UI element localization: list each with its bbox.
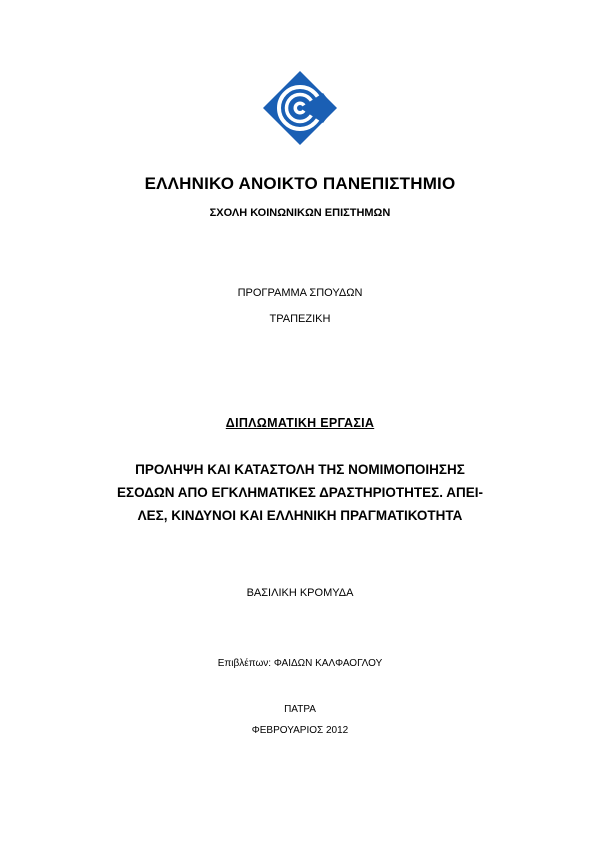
thesis-title-line: ΛΕΣ, ΚΙΝΔΥΝΟΙ ΚΑΙ ΕΛΛΗΝΙΚΗ ΠΡΑΓΜΑΤΙΚΟΤΗΤΑ — [137, 508, 463, 523]
school-name: ΣΧΟΛΗ ΚΟΙΝΩΝΙΚΩΝ ΕΠΙΣΤΗΜΩΝ — [209, 207, 391, 219]
supervisor: Επιβλέπων: ΦΑΙΔΩΝ ΚΑΛΦΑΟΓΛΟΥ — [217, 658, 383, 669]
thesis-title — [60, 458, 540, 527]
programme-name: ΤΡΑΠΕΖΙΚΗ — [269, 313, 331, 325]
thesis-title-line: ΠΡΟΛΗΨΗ ΚΑΙ ΚΑΤΑΣΤΟΛΗ ΤΗΣ ΝΟΜΙΜΟΠΟΙΗΣΗΣ — [135, 462, 465, 477]
programme-label: ΠΡΟΓΡΑΜΜΑ ΣΠΟΥΔΩΝ — [237, 287, 363, 299]
eap-university-logo-icon — [263, 71, 337, 145]
thesis-title-line: ΕΣΟΔΩΝ ΑΠΟ ΕΓΚΛΗΜΑΤΙΚΕΣ ΔΡΑΣΤΗΡΙΟΤΗΤΕΣ. ΑΠΕΙ- — [116, 485, 484, 500]
author-name: ΒΑΣΙΛΙΚΗ ΚΡΟΜΥΔΑ — [246, 587, 354, 599]
city: ΠΑΤΡΑ — [284, 704, 316, 715]
university-name: ΕΛΛΗΝΙΚΟ ΑΝΟΙΚΤΟ ΠΑΝΕΠΙΣΤΗΜΙΟ — [144, 174, 456, 193]
thesis-label: ΔΙΠΛΩΜΑΤΙΚΗ ΕΡΓΑΣΙΑ — [225, 416, 375, 430]
date: ΦΕΒΡΟΥΑΡΙΟΣ 2012 — [251, 725, 349, 736]
